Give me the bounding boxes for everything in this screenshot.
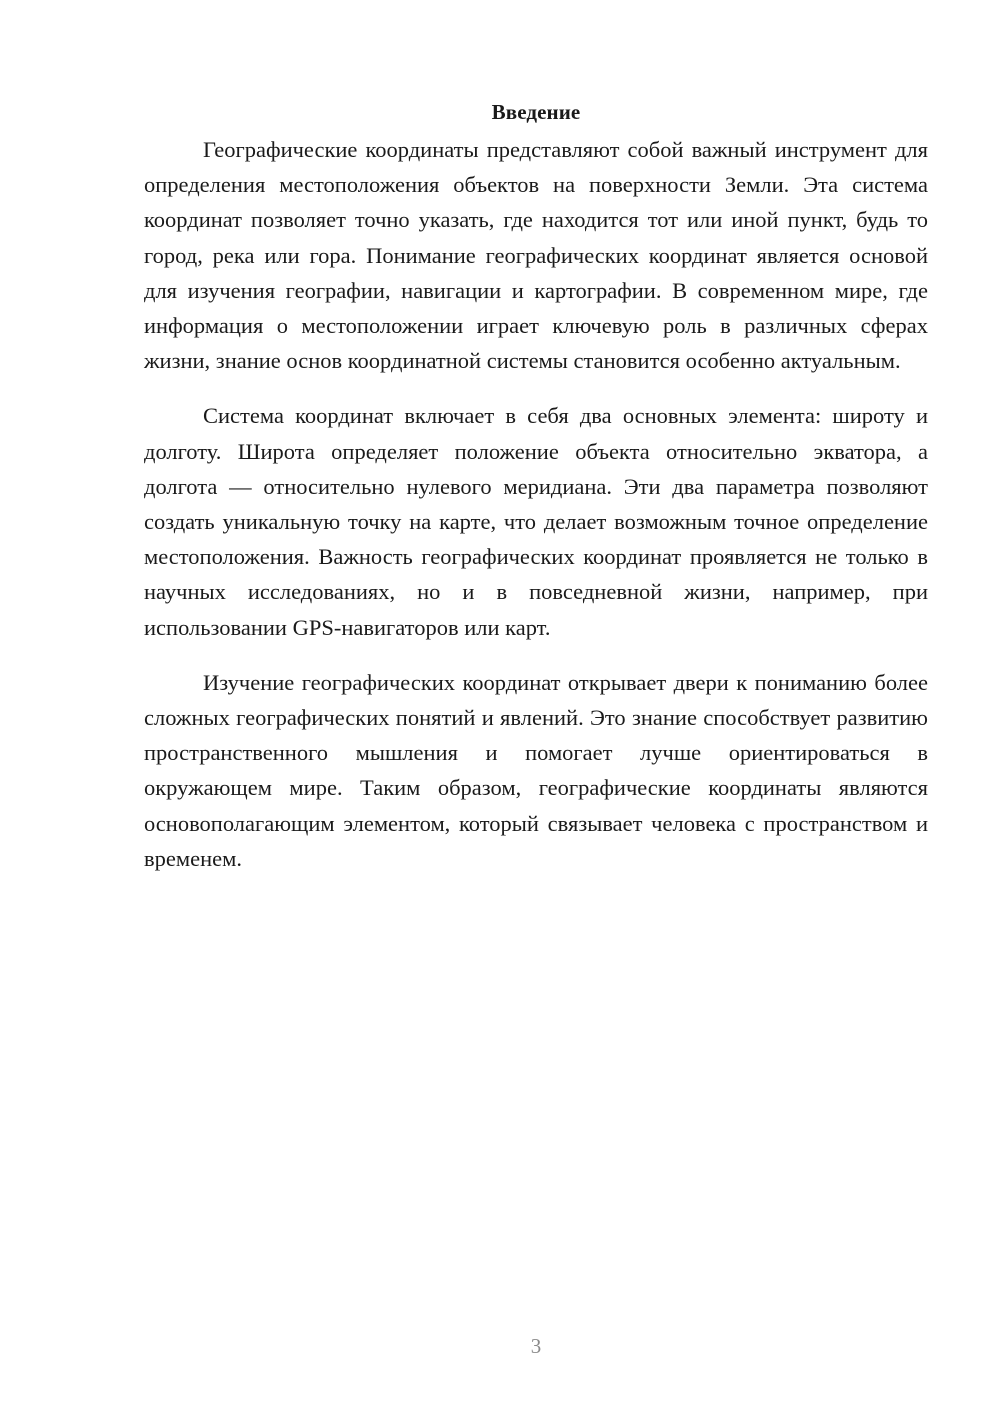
page-content bbox=[144, 96, 928, 896]
paragraph-1: Географические координаты представляют собой важный инструмент для определения местоположения объектов на поверхности Земли. Эта система координат позволяет точно указать, где находится тот или иной пункт, будь то город, река или гора. Понимание географических координат является основой для изучения географии, навигации и картографии. В современном мире, где информация о местоположении играет ключевую роль в различных сферах жизни, знание основ координатной системы становится особенно актуальным. bbox=[144, 137, 928, 374]
page-number: 3 bbox=[530, 1334, 542, 1358]
section-title: Введение bbox=[491, 100, 581, 124]
paragraph-2: Система координат включает в себя два основных элемента: широту и долготу. Широта определяет положение объекта относительно экватора, а долгота — относительно нулевого меридиана. Эти два параметра позволяют создать уникальную точку на карте, что делает возможным точное определение местоположения. Важность географических координат проявляется не только в научных исследованиях, но и в повседневной жизни, например, при использовании GPS-навигаторов или карт. bbox=[144, 403, 928, 640]
paragraph-3: Изучение географических координат открывает двери к пониманию более сложных географических понятий и явлений. Это знание способствует развитию пространственного мышления и помогает лучше ориентироваться в окружающем мире. Таким образом, географические координаты являются основополагающим элементом, который связывает человека с пространством и временем. bbox=[144, 669, 928, 871]
